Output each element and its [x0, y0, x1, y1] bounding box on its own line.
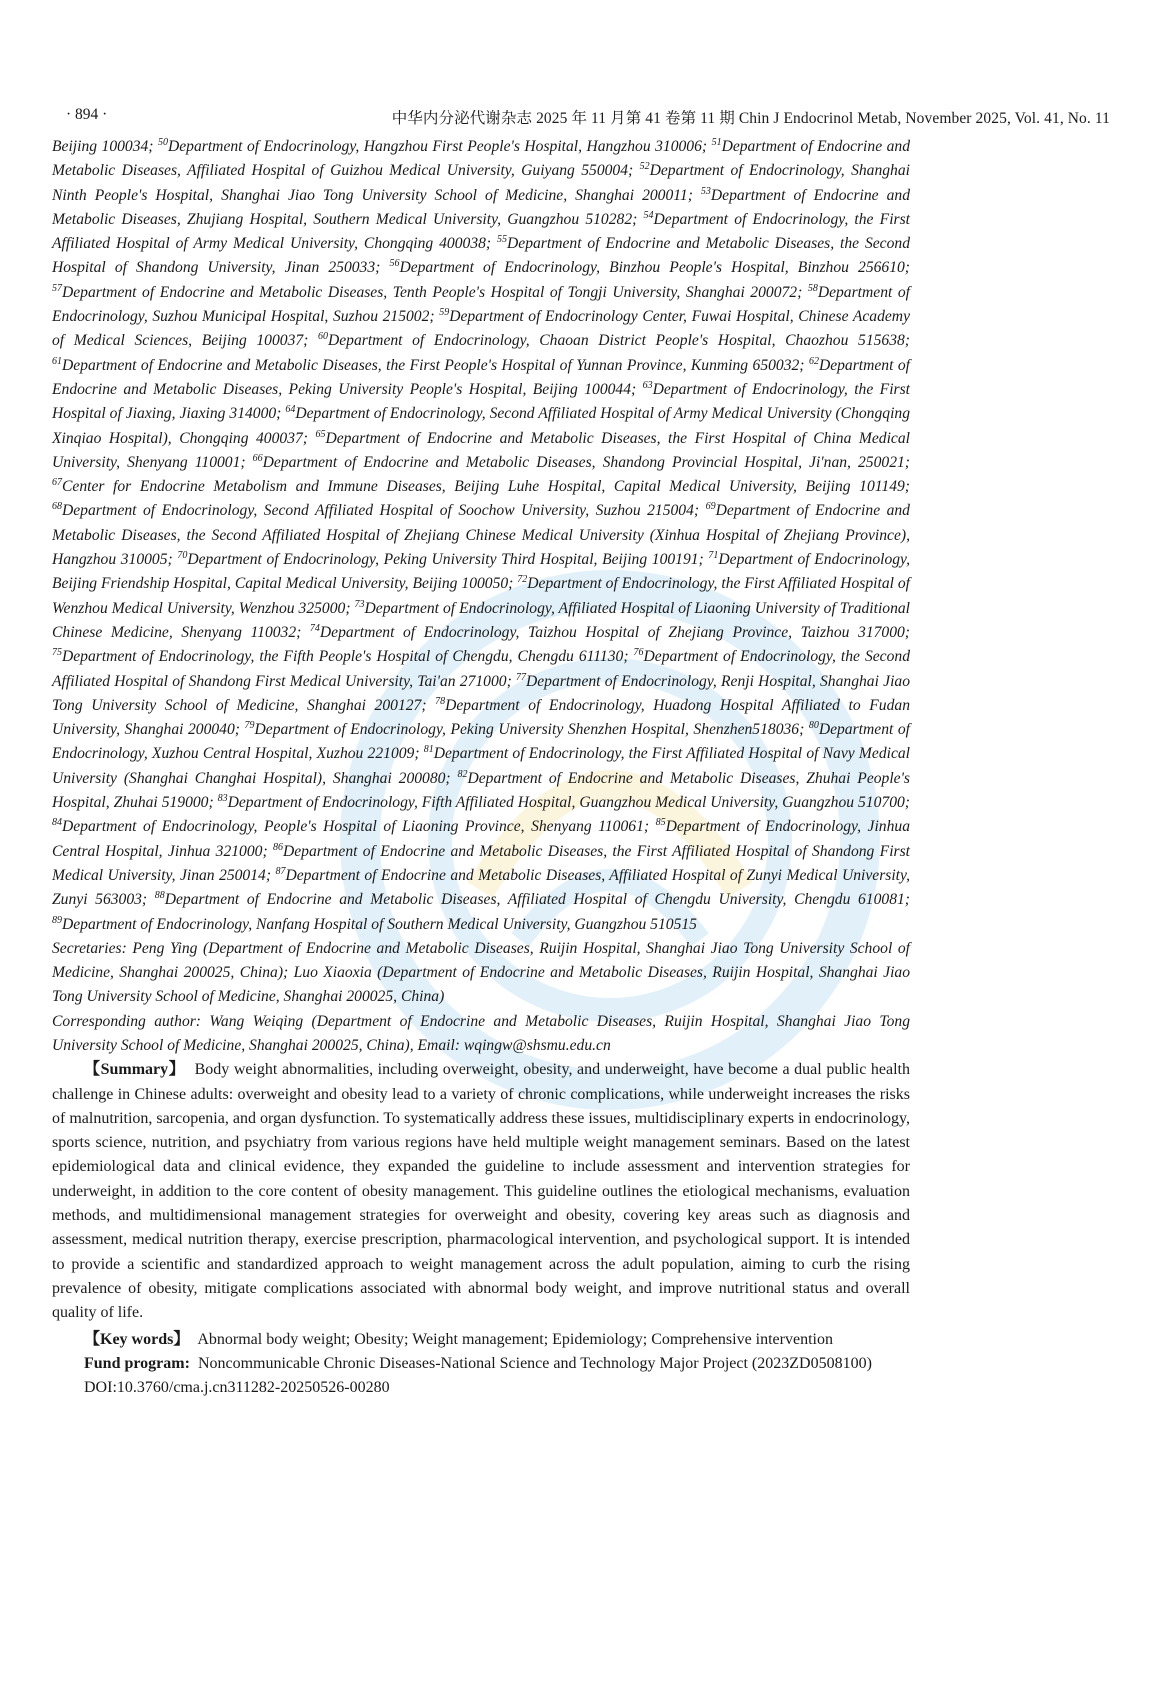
keywords-text: Abnormal body weight; Obesity; Weight management; Epidemiology; Comprehensive intervention [197, 1330, 833, 1348]
doi: DOI:10.3760/cma.j.cn311282-20250526-00280 [84, 1379, 390, 1397]
affiliation-number: 66 [252, 452, 263, 464]
running-header [58, 104, 1110, 130]
affiliation-text: Center for Endocrine Metabolism and Immune Diseases, Beijing Luhe Hospital, Capital Medical University, Beijing 101149; [62, 478, 910, 496]
affiliation-text: Department of Endocrine and Metabolic Diseases, the Second Affiliated Hospital of Zhejiang Chinese Medical University (Xinhua Hospital of Zhejiang Province), Hangzhou 310005; [52, 502, 910, 569]
affiliation-entry [52, 648, 634, 665]
affiliation-entry [52, 916, 697, 933]
fund-label: Fund program: [84, 1354, 190, 1372]
affiliation-entry [52, 478, 910, 495]
article-content [52, 135, 910, 1400]
summary-label: 【Summary】 [84, 1061, 186, 1079]
affiliation-text: Department of Endocrine and Metabolic Diseases, Affiliated Hospital of Guizhou Medical University, Guiyang 550004; [52, 138, 910, 180]
affiliation-text: Department of Endocrine and Metabolic Diseases, Tenth People's Hospital of Tongji University, Shanghai 200072; [62, 283, 808, 301]
affiliation-text: Department of Endocrinology, Taizhou Hospital of Zhejiang Province, Taizhou 317000; [319, 623, 911, 641]
page-number: · 894 · [66, 106, 108, 123]
affiliation-number: 50 [158, 137, 168, 148]
affiliation-number: 87 [275, 865, 286, 877]
affiliation-entry [52, 818, 656, 835]
affiliation-text: Department of Endocrinology, Peking University Shenzhen Hospital, Shenzhen518036; [254, 721, 809, 739]
summary-paragraph [52, 1058, 910, 1325]
affiliation-text: Department of Endocrine and Metabolic Diseases, the First People's Hospital of Yunnan Province, Kunming 650032; [62, 356, 809, 374]
affiliation-number: 73 [354, 598, 365, 610]
affiliation-text: Department of Endocrinology, the First Affiliated Hospital of Wenzhou Medical University, Wenzhou 325000; [52, 575, 910, 617]
affiliation-text: Department of Endocrine and Metabolic Diseases, the Second Hospital of Shandong University, Jinan 250033; [52, 235, 910, 277]
affiliation-text: Department of Endocrinology, Peking University Third Hospital, Beijing 100191; [187, 551, 709, 569]
affiliation-number: 59 [439, 307, 450, 319]
corresponding-author: Corresponding author: Wang Weiqing (Department of Endocrine and Metabolic Diseases, Ruijin Hospital, Shanghai Jiao Tong University School of Medicine, Shanghai 200025, China), Email: wqingw@shsmu.edu.cn [52, 1012, 910, 1054]
affiliation-entry [245, 721, 809, 738]
affiliation-number: 71 [708, 550, 719, 562]
affiliation-number: 78 [435, 695, 446, 707]
affiliation-text: Department of Endocrinology, the Fifth People's Hospital of Chengdu, Chengdu 611130; [62, 648, 634, 666]
affiliation-text: Department of Endocrinology, Second Affiliated Hospital of Army Medical University (Chongqing Xinqiao Hospital), Chongqing 400037; [52, 405, 910, 447]
affiliation-number: 54 [643, 209, 654, 221]
affiliation-text: Department of Endocrinology, Huadong Hospital Affiliated to Fudan University, Shanghai 200040; [52, 696, 910, 739]
affiliation-number: 85 [655, 817, 666, 829]
affiliation-entry [253, 454, 910, 471]
journal-citation: 中华内分泌代谢杂志 2025 年 11 月第 41 卷第 11 期 Chin J Endocrinol Metab, November 2025, Vol. 41, No. 11 [391, 110, 1110, 127]
affiliation-text: Department of Endocrinology, Xuzhou Central Hospital, Xuzhou 221009; [52, 721, 910, 763]
affiliation-text: Department of Endocrinology, Affiliated Hospital of Liaoning University of Traditional Chinese Medicine, Shenyang 110032; [52, 599, 911, 641]
affiliation-text: Department of Endocrinology, People's Hospital of Liaoning Province, Shenyang 110061; [62, 818, 656, 836]
affiliation-entry [158, 138, 712, 155]
affiliation-text: Department of Endocrinology Center, Fuwai Hospital, Chinese Academy of Medical Sciences, Beijing 100037; [52, 308, 910, 350]
affiliation-number: 68 [52, 501, 62, 513]
affiliation-number: 60 [318, 331, 328, 343]
affiliation-text: Department of Endocrinology, Chaoan District People's Hospital, Chaozhou 515638; [328, 332, 910, 350]
affiliation-text: Department of Endocrine and Metabolic Diseases, Affiliated Hospital of Chengdu University, Chengdu 610081; [164, 891, 910, 909]
affiliation-text: Department of Endocrinology, Hangzhou First People's Hospital, Hangzhou 310006; [168, 138, 712, 155]
affiliation-entry [52, 284, 808, 301]
affiliation-number: 65 [315, 428, 326, 440]
affiliation-text: Department of Endocrinology, Binzhou People's Hospital, Binzhou 256610; [399, 259, 910, 277]
affiliation-text: Department of Endocrine and Metabolic Diseases, the First Hospital of China Medical University, Shenyang 110001; [52, 429, 910, 471]
affiliation-number: 61 [52, 355, 62, 367]
affiliation-number: 82 [457, 768, 468, 780]
keywords-paragraph [52, 1328, 910, 1352]
affiliation-text: Department of Endocrinology, the First Affiliated Hospital of Navy Medical University (Shanghai Changhai Hospital), Shanghai 200080; [52, 745, 910, 787]
affiliation-entry [52, 357, 809, 374]
affiliation-number: 57 [52, 282, 62, 294]
affiliation-text: Department of Endocrinology, the First Affiliated Hospital of Army Medical University, Chongqing 400038; [52, 210, 911, 253]
affiliation-text: Department of Endocrine and Metabolic Diseases, Peking University People's Hospital, Beijing 100044; [52, 356, 910, 398]
affiliation-text: Department of Endocrinology, Suzhou Municipal Hospital, Suzhou 215002; [52, 283, 910, 326]
affiliation-text: Department of Endocrinology, Second Affiliated Hospital of Soochow University, Suzhou 215004; [62, 502, 706, 520]
affiliation-number: 64 [285, 404, 296, 416]
affiliation-number: 81 [423, 744, 434, 756]
affiliation-entry [177, 551, 708, 568]
affiliation-number: 83 [217, 793, 228, 805]
affiliation-number: 89 [52, 914, 62, 926]
affiliation-number: 75 [52, 647, 62, 659]
affiliation-number: 74 [309, 622, 320, 634]
affiliation-number: 58 [807, 282, 818, 294]
affiliation-number: 51 [711, 137, 722, 148]
affiliation-text: Department of Endocrinology, Nanfang Hospital of Southern Medical University, Guangzhou 510515 [62, 915, 697, 933]
affiliation-number: 52 [639, 161, 650, 173]
affiliation-entry [218, 794, 910, 811]
affiliation-text: Department of Endocrine and Metabolic Diseases, Affiliated Hospital of Zunyi Medical University, Zunyi 563003; [52, 866, 910, 909]
fund-text: Noncommunicable Chronic Diseases-National Science and Technology Major Project (2023ZD0508100) [197, 1354, 872, 1372]
affiliation-entry [389, 259, 910, 276]
affiliation-number: 79 [244, 720, 255, 732]
affiliation-text: Department of Endocrinology, Renji Hospital, Shanghai Jiao Tong University School of Medicine, Shanghai 200127; [52, 672, 910, 714]
affiliation-list [52, 135, 910, 937]
affiliation-number: 70 [177, 550, 188, 562]
affiliation-entry [310, 624, 910, 641]
affiliation-entry [155, 891, 910, 908]
affiliation-number: 69 [705, 501, 716, 513]
affiliation-text: Department of Endocrinology, the Second Affiliated Hospital of Shandong First Medical University, Tai'an 271000; [52, 648, 910, 690]
affiliation-entry [52, 138, 158, 155]
affiliation-text: Department of Endocrinology, Shanghai Ninth People's Hospital, Shanghai Jiao Tong University School of Medicine, Shanghai 200011; [52, 162, 910, 204]
affiliation-text: Department of Endocrine and Metabolic Diseases, Shandong Provincial Hospital, Ji'nan, 250021; [262, 453, 910, 471]
affiliation-number: 72 [517, 574, 528, 586]
fund-paragraph [52, 1352, 910, 1376]
affiliation-text: Department of Endocrine and Metabolic Diseases, the First Affiliated Hospital of Shandong First Medical University, Jinan 250014; [52, 842, 911, 884]
affiliation-number: 77 [516, 671, 526, 683]
secretaries: Secretaries: Peng Ying (Department of Endocrine and Metabolic Diseases, Ruijin Hospital, Shanghai Jiao Tong University School of Medicine, Shanghai 200025, China); Luo Xiaoxia (Department of Endocrine and Metabolic Diseases, Ruijin Hospital, Shanghai Jiao Tong University School of Medicine, Shanghai 200025, China) [52, 939, 910, 1006]
affiliation-number: 88 [154, 890, 165, 902]
affiliation-number: 76 [633, 647, 644, 659]
affiliation-text: Department of Endocrinology, Beijing Friendship Hospital, Capital Medical University, Beijing 100050; [52, 551, 910, 593]
affiliation-number: 63 [642, 379, 653, 391]
affiliation-number: 86 [272, 841, 283, 853]
keywords-label: 【Key words】 [84, 1330, 190, 1348]
affiliation-entry [52, 502, 706, 519]
affiliation-number: 55 [497, 234, 508, 246]
affiliation-text: Department of Endocrine and Metabolic Diseases, Zhuhai People's Hospital, Zhuhai 519000; [52, 769, 910, 812]
affiliation-text: Department of Endocrinology, Jinhua Central Hospital, Jinhua 321000; [52, 818, 910, 860]
affiliation-number: 53 [700, 185, 711, 197]
affiliation-number: 56 [389, 258, 400, 270]
affiliation-text: Beijing 100034; [52, 138, 158, 155]
affiliation-text: Department of Endocrine and Metabolic Diseases, Zhujiang Hospital, Southern Medical University, Guangzhou 510282; [52, 186, 910, 228]
affiliation-number: 62 [808, 355, 819, 367]
affiliation-entry [318, 332, 910, 349]
affiliation-number: 84 [52, 817, 62, 829]
affiliation-text: Department of Endocrinology, the First Hospital of Jiaxing, Jiaxing 314000; [52, 380, 910, 423]
summary-text: Body weight abnormalities, including overweight, obesity, and underweight, have become a dual public health challenge in Chinese adults: overweight and obesity lead to a variety of chronic complications, while underweight increases the risks of malnutrition, sarcopenia, and organ dysfunction. To systematically address these issues, multidisciplinary experts in endocrinology, sports science, nutrition, and psychiatry from various regions have held multiple weight management seminars. Based on the latest epidemiological data and clinical evidence, they expanded the guideline to include assessment and intervention strategies for underweight, in addition to the core content of obesity management. This guideline outlines the etiological mechanisms, evaluation methods, and multidimensional management strategies for overweight and obesity, covering key areas such as diagnosis and assessment, medical nutrition therapy, exercise prescription, pharmacological intervention, and psychological support. It is intended to provide a scientific and standardized approach to weight management across the adult population, aiming to curb the rising prevalence of obesity, mitigate complications associated with abnormal body weight, and improve nutritional status and overall quality of life. [52, 1061, 911, 1322]
affiliation-number: 67 [52, 477, 62, 489]
affiliation-text: Department of Endocrinology, Fifth Affiliated Hospital, Guangzhou Medical University, Guangzhou 510700; [227, 794, 910, 812]
affiliation-number: 80 [808, 720, 819, 732]
